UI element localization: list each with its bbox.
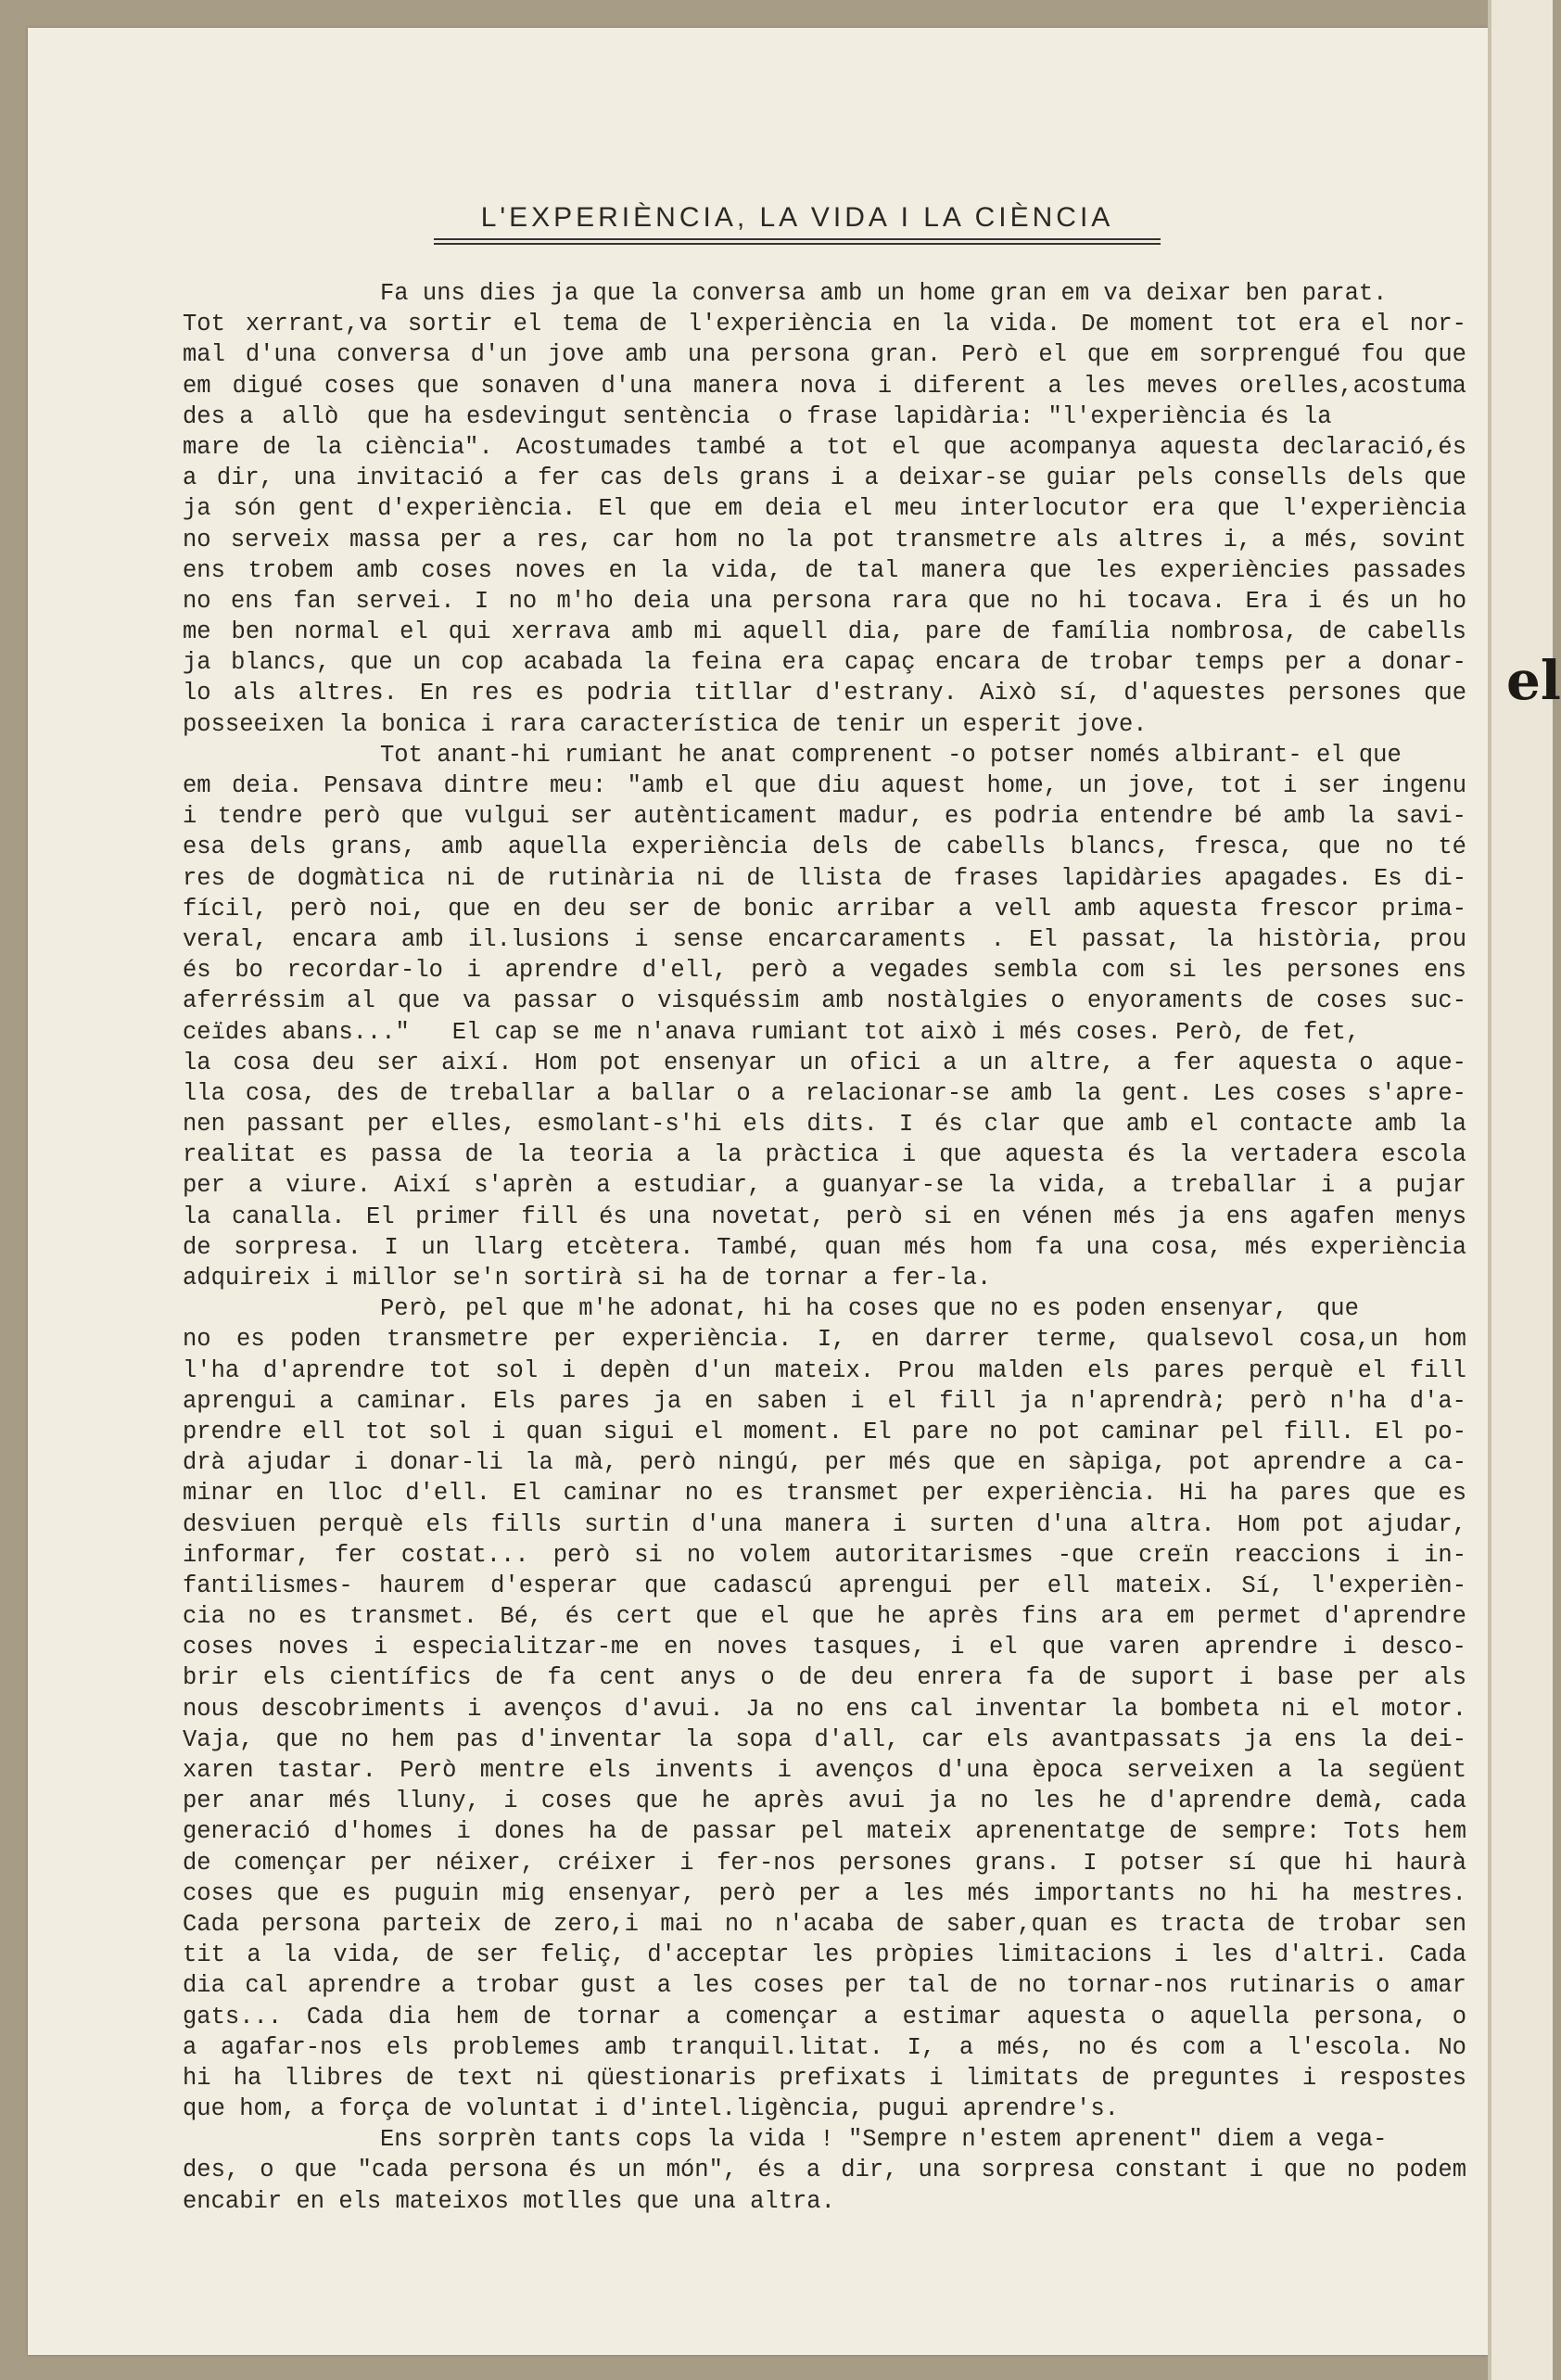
text-line: minar en lloc d'ell. El caminar no es transmet per experiència. Hi ha pares que es <box>183 1480 1466 1508</box>
text-line: de sorpresa. I un llarg etcètera. També, quan més hom fa una cosa, més experiència <box>183 1233 1466 1261</box>
title-underline-second <box>434 243 1161 245</box>
text-line: lo als altres. En res es podria titllar d'estrany. Això sí, d'aquestes persones que <box>183 680 1466 707</box>
text-line: no ens fan servei. I no m'ho deia una persona rara que no hi tocava. Era i és un ho <box>183 587 1466 615</box>
adjacent-page-fragment: el <box>1506 649 1561 712</box>
text-line: res de dogmàtica ni de rutinària ni de llista de frases lapidàries apagades. Es di- <box>183 864 1466 892</box>
text-line: que hom, a força de voluntat i d'intel.ligència, pugui aprendre's. <box>183 2095 1119 2123</box>
text-line: tit a la vida, de ser feliç, d'acceptar les pròpies limitacions i les d'altri. Cada <box>183 1941 1466 1969</box>
article-body <box>183 278 1466 2217</box>
text-line: gats... Cada dia hem de tornar a començar a estimar aquesta o aquella persona, o <box>183 2003 1466 2030</box>
text-line: per anar més lluny, i coses que he après avui ja no les he d'aprendre demà, cada <box>183 1788 1466 1815</box>
text-line: l'ha d'aprendre tot sol i depèn d'un mateix. Prou malden els pares perquè el fill <box>183 1356 1466 1384</box>
title-underline <box>434 238 1161 240</box>
text-line: posseeixen la bonica i rara característica de tenir un esperit jove. <box>183 710 1148 738</box>
text-line: i tendre però que vulgui ser autènticament madur, es podria entendre bé amb la savi- <box>183 803 1466 831</box>
text-line: des, o que "cada persona és un món", és a dir, una sorpresa constant i que no podem <box>183 2157 1466 2184</box>
text-line: em deia. Pensava dintre meu: "amb el que diu aquest home, un jove, tot i ser ingenu <box>183 772 1466 799</box>
text-line: encabir en els mateixos motlles que una altra. <box>183 2187 835 2215</box>
text-line: brir els científics de fa cent anys o de deu enrera fa de suport i base per als <box>183 1664 1466 1692</box>
article-title: L'EXPERIÈNCIA, LA VIDA I LA CIÈNCIA <box>480 202 1114 233</box>
text-line: veral, encara amb il.lusions i sense encarcaraments . El passat, la història, prou <box>183 925 1466 953</box>
text-line: fantilismes- haurem d'esperar que cadascú aprengui per ell mateix. Sí, l'experièn- <box>183 1572 1466 1599</box>
text-line: no es poden transmetre per experiència. I, en darrer terme, qualsevol cosa,un hom <box>183 1326 1466 1354</box>
text-line: de començar per néixer, créixer i fer-nos persones grans. I potser sí que hi haurà <box>183 1849 1466 1877</box>
text-line: em digué coses que sonaven d'una manera nova i diferent a les meves orelles,acostuma <box>183 372 1466 400</box>
text-line: no serveix massa per a res, car hom no la pot transmetre als altres i, a més, sovint <box>183 526 1466 554</box>
text-line: esa dels grans, amb aquella experiència dels de cabells blancs, fresca, que no té <box>183 834 1466 861</box>
text-line: hi ha llibres de text ni qüestionaris prefixats i limitats de preguntes i respostes <box>183 2064 1466 2092</box>
text-line: mal d'una conversa d'un jove amb una persona gran. Però el que em sorprengué fou que <box>183 341 1466 369</box>
text-line: des a allò que ha esdevingut sentència o frase lapidària: "l'experiència és la <box>183 402 1332 430</box>
text-line: coses que es puguin mig ensenyar, però per a les més importants no hi ha mestres. <box>183 1879 1466 1907</box>
text-line: aferréssim al que va passar o visquéssim amb nostàlgies o enyoraments de coses suc- <box>183 987 1466 1015</box>
text-line: adquireix i millor se'n sortirà si ha de tornar a fer-la. <box>183 1265 992 1292</box>
text-line: fícil, però noi, que en deu ser de bonic arribar a vell amb aquesta frescor prima- <box>183 895 1466 923</box>
text-line: ceïdes abans..." El cap se me n'anava rumiant tot això i més coses. Però, de fet, <box>183 1018 1361 1046</box>
text-line: mare de la ciència". Acostumades també a tot el que acompanya aquesta declaració,és <box>183 433 1466 461</box>
text-line: lla cosa, des de treballar a ballar o a relacionar-se amb la gent. Les coses s'apre- <box>183 1079 1466 1107</box>
text-line: desviuen perquè els fills surtin d'una manera i surten d'una altra. Hom pot ajudar, <box>183 1510 1466 1538</box>
text-line: Cada persona parteix de zero,i mai no n'acaba de saber,quan es tracta de trobar sen <box>183 1910 1466 1938</box>
text-line: prendre ell tot sol i quan sigui el moment. El pare no pot caminar pel fill. El po- <box>183 1418 1466 1445</box>
text-line: Tot anant-hi rumiant he anat comprenent -o potser només albirant- el que <box>380 741 1402 769</box>
adjacent-page-edge <box>1488 0 1561 2380</box>
text-line: dia cal aprendre a trobar gust a les coses per tal de no tornar-nos rutinaris o amar <box>183 1972 1466 2000</box>
text-line: ja són gent d'experiència. El que em deia el meu interlocutor era que l'experiència <box>183 495 1466 523</box>
text-line: xaren tastar. Però mentre els invents i avenços d'una època serveixen a la següent <box>183 1757 1466 1784</box>
text-line: a agafar-nos els problemes amb tranquil.litat. I, a més, no és com a l'escola. No <box>183 2033 1466 2061</box>
text-line: realitat es passa de la teoria a la pràctica i que aquesta és la vertadera escola <box>183 1141 1466 1169</box>
text-line: drà ajudar i donar-li la mà, però ningú, per més que en sàpiga, pot aprendre a ca- <box>183 1449 1466 1477</box>
text-line: ens trobem amb coses noves en la vida, de tal manera que les experiències passades <box>183 556 1466 584</box>
text-line: nen passant per elles, esmolant-s'hi els dits. I és clar que amb el contacte amb la <box>183 1111 1466 1139</box>
text-line: Vaja, que no hem pas d'inventar la sopa d'all, car els avantpassats ja ens la dei- <box>183 1725 1466 1753</box>
text-line: ja blancs, que un cop acabada la feina era capaç encara de trobar temps per a donar- <box>183 649 1466 677</box>
text-line: nous descobriments i avenços d'avui. Ja no ens cal inventar la bombeta ni el motor. <box>183 1695 1466 1723</box>
text-line: coses noves i especialitzar-me en noves tasques, i el que varen aprendre i desco- <box>183 1634 1466 1661</box>
text-line: Fa uns dies ja que la conversa amb un home gran em va deixar ben parat. <box>380 280 1388 307</box>
text-line: aprengui a caminar. Els pares ja en saben i el fill ja n'aprendrà; però n'ha d'a- <box>183 1387 1466 1415</box>
text-line: per a viure. Així s'aprèn a estudiar, a guanyar-se la vida, a treballar i a pujar <box>183 1172 1466 1200</box>
text-line: informar, fer costat... però si no volem autoritarismes -que creïn reaccions i in- <box>183 1541 1466 1569</box>
text-line: a dir, una invitació a fer cas dels grans i a deixar-se guiar pels consells dels que <box>183 465 1466 492</box>
text-line: la canalla. El primer fill és una novetat, però si en vénen més ja ens agafen menys <box>183 1203 1466 1230</box>
text-line: Però, pel que m'he adonat, hi ha coses que no es poden ensenyar, que <box>380 1295 1359 1323</box>
text-line: la cosa deu ser així. Hom pot ensenyar un ofici a un altre, a fer aquesta o aque- <box>183 1049 1466 1076</box>
text-line: me ben normal el qui xerrava amb mi aquell dia, pare de família nombrosa, de cabells <box>183 618 1466 646</box>
text-line: generació d'homes i dones ha de passar pel mateix aprenentatge de sempre: Tots hem <box>183 1818 1466 1846</box>
text-line: Tot xerrant,va sortir el tema de l'experiència en la vida. De moment tot era el nor- <box>183 311 1466 338</box>
text-line: Ens sorprèn tants cops la vida ! "Sempre n'estem aprenent" diem a vega- <box>380 2126 1388 2154</box>
text-line: és bo recordar-lo i aprendre d'ell, però a vegades sembla com si les persones ens <box>183 957 1466 985</box>
text-line: cia no es transmet. Bé, és cert que el que he après fins ara em permet d'aprendre <box>183 1603 1466 1631</box>
